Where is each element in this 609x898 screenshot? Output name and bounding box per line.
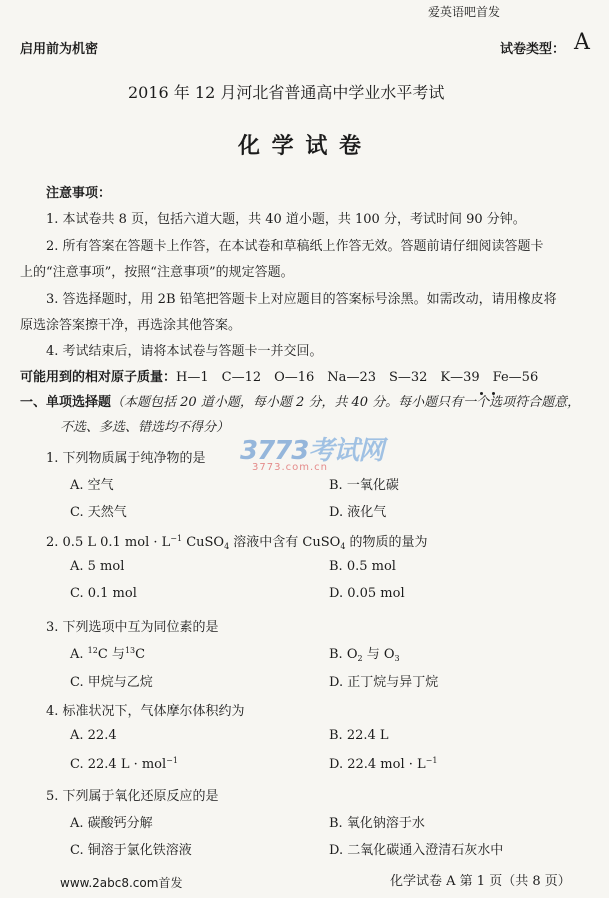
question-1-option-b: B. 一氧化碳 — [329, 478, 399, 493]
question-5-stem: 5. 下列属于氧化还原反应的是 — [46, 789, 219, 804]
section-1-desc-line-1: （本题包括 20 道小题，每小题 2 分，共 40 分。每小题只有一个选项符合题意， — [111, 395, 581, 410]
question-2-option-b: B. 0.5 mol — [329, 559, 396, 574]
question-4-option-a: A. 22.4 — [70, 728, 117, 743]
atomic-mass-label: 可能用到的相对原子质量： — [20, 370, 177, 385]
question-1-stem: 1. 下列物质属于纯净物的是 — [46, 451, 206, 466]
section-1-title: 一、单项选择题 — [20, 395, 112, 410]
question-5-option-b: B. 氧化钠溶于水 — [329, 816, 425, 831]
paper-type-label: 试卷类型： — [500, 42, 566, 57]
footer-page-info: 化学试卷 A 第 1 页（共 8 页） — [390, 874, 571, 889]
subject-title: 化 学 试 卷 — [238, 134, 363, 159]
notice-heading: 注意事项： — [46, 186, 112, 201]
question-5-option-d: D. 二氧化碳通入澄清石灰水中 — [329, 843, 504, 858]
notice-item-2-line-2: 上的“注意事项”，按照“注意事项”的规定答题。 — [20, 265, 294, 280]
notice-item-4: 4. 考试结束后，请将本试卷与答题卡一并交回。 — [46, 344, 323, 359]
question-2-option-d: D. 0.05 mol — [329, 586, 405, 601]
paper-type-value: A — [574, 30, 590, 55]
emphasis-dot — [480, 392, 483, 395]
question-2-option-a: A. 5 mol — [70, 559, 125, 574]
emphasis-dot — [492, 392, 495, 395]
confidential-label: 启用前为机密 — [20, 42, 99, 57]
question-1-option-a: A. 空气 — [70, 478, 114, 493]
exam-title: 2016 年 12 月河北省普通高中学业水平考试 — [128, 83, 445, 102]
question-5-option-a: A. 碳酸钙分解 — [70, 816, 153, 831]
notice-item-1: 1. 本试卷共 8 页，包括六道大题，共 40 道小题，共 100 分，考试时间 90 分钟。 — [46, 212, 526, 227]
question-1-option-c: C. 天然气 — [70, 505, 127, 520]
question-4-stem: 4. 标准状况下，气体摩尔体积约为 — [46, 704, 245, 719]
question-4-option-c: C. 22.4 L · mol$^{-1}$ — [70, 756, 178, 772]
question-3-option-c: C. 甲烷与乙烷 — [70, 675, 153, 690]
question-1-option-d: D. 液化气 — [329, 505, 387, 520]
watermark-logo: 3773考试网 — [240, 436, 384, 466]
notice-item-3-line-2: 原选涂答案擦干净，再选涂其他答案。 — [20, 318, 242, 333]
question-2-option-c: C. 0.1 mol — [70, 586, 137, 601]
site-tag: 爱英语吧首发 — [428, 5, 501, 19]
section-1-header — [20, 391, 580, 410]
question-2-stem: 2. 0.5 L 0.1 mol · $L^{-1}$ CuSO$_4$ 溶液中含有 CuSO$_4$ 的物质的量为 — [46, 534, 428, 551]
atomic-mass-line — [20, 366, 538, 385]
section-1-desc-line-2: 不选、多选、错选均不得分） — [60, 420, 230, 435]
question-3-option-a: A. $^{12}$C 与$^{13}$C — [70, 646, 146, 662]
question-3-stem: 3. 下列选项中互为同位素的是 — [46, 620, 219, 635]
notice-item-2-line-1: 2. 所有答案在答题卡上作答，在本试卷和草稿纸上作答无效。答题前请仔细阅读答题卡 — [46, 239, 544, 254]
question-4-option-d: D. 22.4 mol · $L^{-1}$ — [329, 756, 438, 772]
question-4-option-b: B. 22.4 L — [329, 728, 389, 743]
notice-item-3-line-1: 3. 答选择题时，用 2B 铅笔把答题卡上对应题目的答案标号涂黑。如需改动，请用橡皮将 — [46, 292, 557, 307]
question-5-option-c: C. 铜溶于氯化铁溶液 — [70, 843, 192, 858]
atomic-mass-values: H—1 C—12 O—16 Na—23 S—32 K—39 Fe—56 — [176, 370, 539, 385]
watermark-url: 3773.com.cn — [252, 462, 328, 473]
question-3-option-b: B. $O_2$ 与 $O_3$ — [329, 647, 400, 663]
footer-site: www.2abc8.com首发 — [60, 876, 183, 890]
question-3-option-d: D. 正丁烷与异丁烷 — [329, 675, 439, 690]
